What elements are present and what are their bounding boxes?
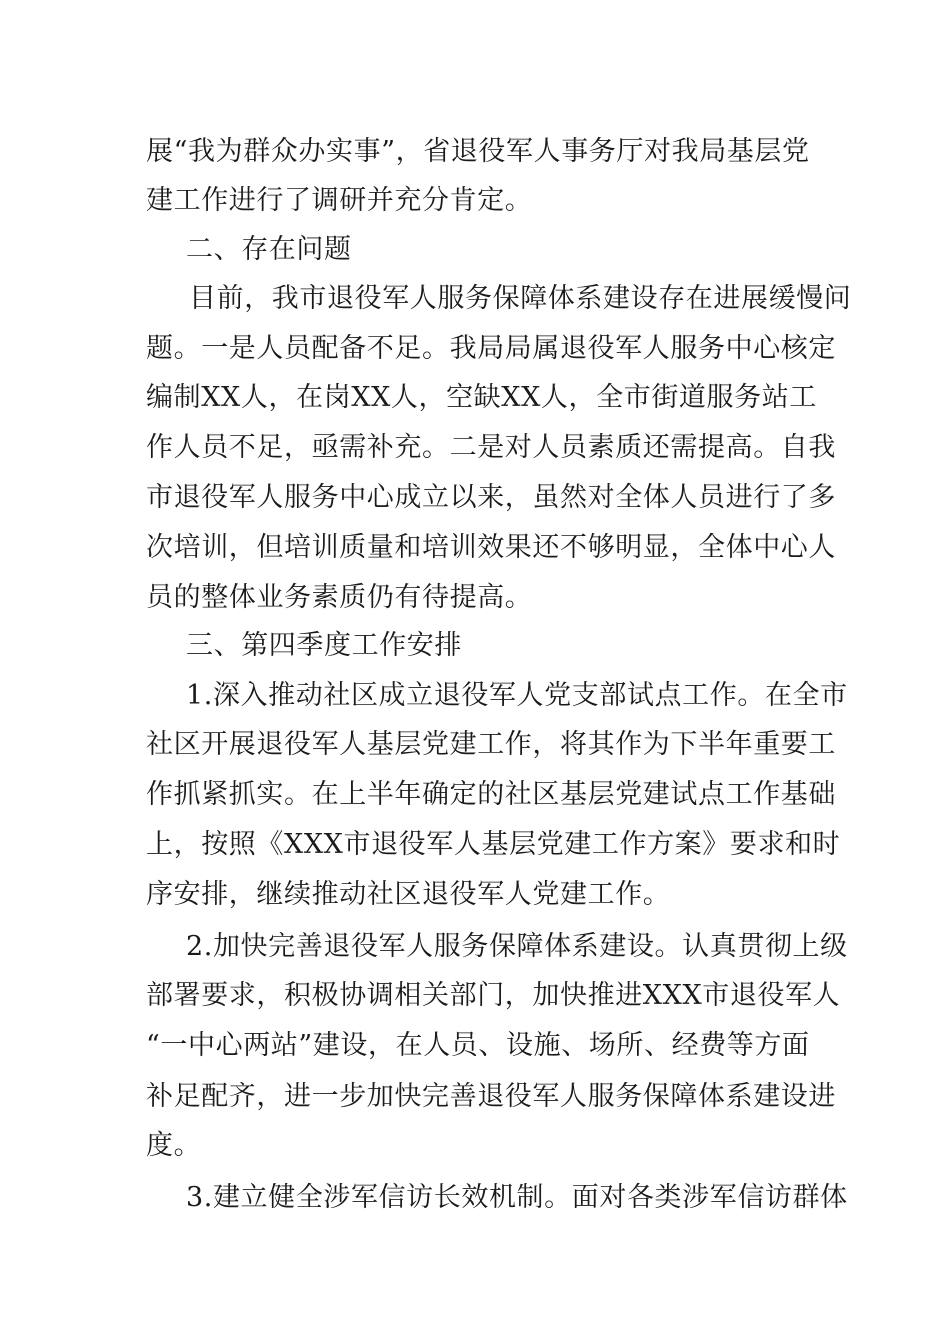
body-text-line: 市退役军人服务中心成立以来，虽然对全体人员进行了多 xyxy=(146,482,836,513)
section-heading: 二、存在问题 xyxy=(186,234,352,265)
body-text-line: 社区开展退役军人基层党建工作，将其作为下半年重要工 xyxy=(146,729,836,760)
body-text-line: 编制XX人，在岗XX人，空缺XX人，全市街道服务站工 xyxy=(146,382,817,413)
body-text-line: 度。 xyxy=(146,1130,202,1161)
numbered-item-line: 3.建立健全涉军信访长效机制。面对各类涉军信访群体 xyxy=(186,1182,848,1213)
body-text-line: 作抓紧抓实。在上半年确定的社区基层党建试点工作基础 xyxy=(146,779,836,810)
numbered-item-line: 1.深入推动社区成立退役军人党支部试点工作。在全市 xyxy=(186,680,848,711)
body-text-line: 序安排，继续推动社区退役军人党建工作。 xyxy=(146,879,671,910)
body-text-line: 上，按照《XXX市退役军人基层党建工作方案》要求和时 xyxy=(146,829,841,860)
paragraph-first-line: 目前，我市退役军人服务保障体系建设存在进展缓慢问 xyxy=(189,283,852,314)
body-text-line: 补足配齐，进一步加快完善退役军人服务保障体系建设进 xyxy=(146,1081,836,1112)
body-text-line: 题。一是人员配备不足。我局局属退役军人服务中心核定 xyxy=(146,333,836,364)
body-text-line: 部署要求，积极协调相关部门，加快推进XXX市退役军人 xyxy=(146,980,841,1011)
numbered-item-line: 2.加快完善退役军人服务保障体系建设。认真贯彻上级 xyxy=(186,931,848,962)
body-text-line: “一中心两站”建设，在人员、设施、场所、经费等方面 xyxy=(146,1030,810,1061)
section-heading: 三、第四季度工作安排 xyxy=(186,630,462,661)
body-text-line: 建工作进行了调研并充分肯定。 xyxy=(146,185,533,216)
body-text-line: 作人员不足，亟需补充。二是对人员素质还需提高。自我 xyxy=(146,432,836,463)
body-text-line: 展“我为群众办实事”，省退役军人事务厅对我局基层党 xyxy=(146,136,810,167)
body-text-line: 次培训，但培训质量和培训效果还不够明显，全体中心人 xyxy=(146,532,836,563)
body-text-line: 员的整体业务素质仍有待提高。 xyxy=(146,582,533,613)
